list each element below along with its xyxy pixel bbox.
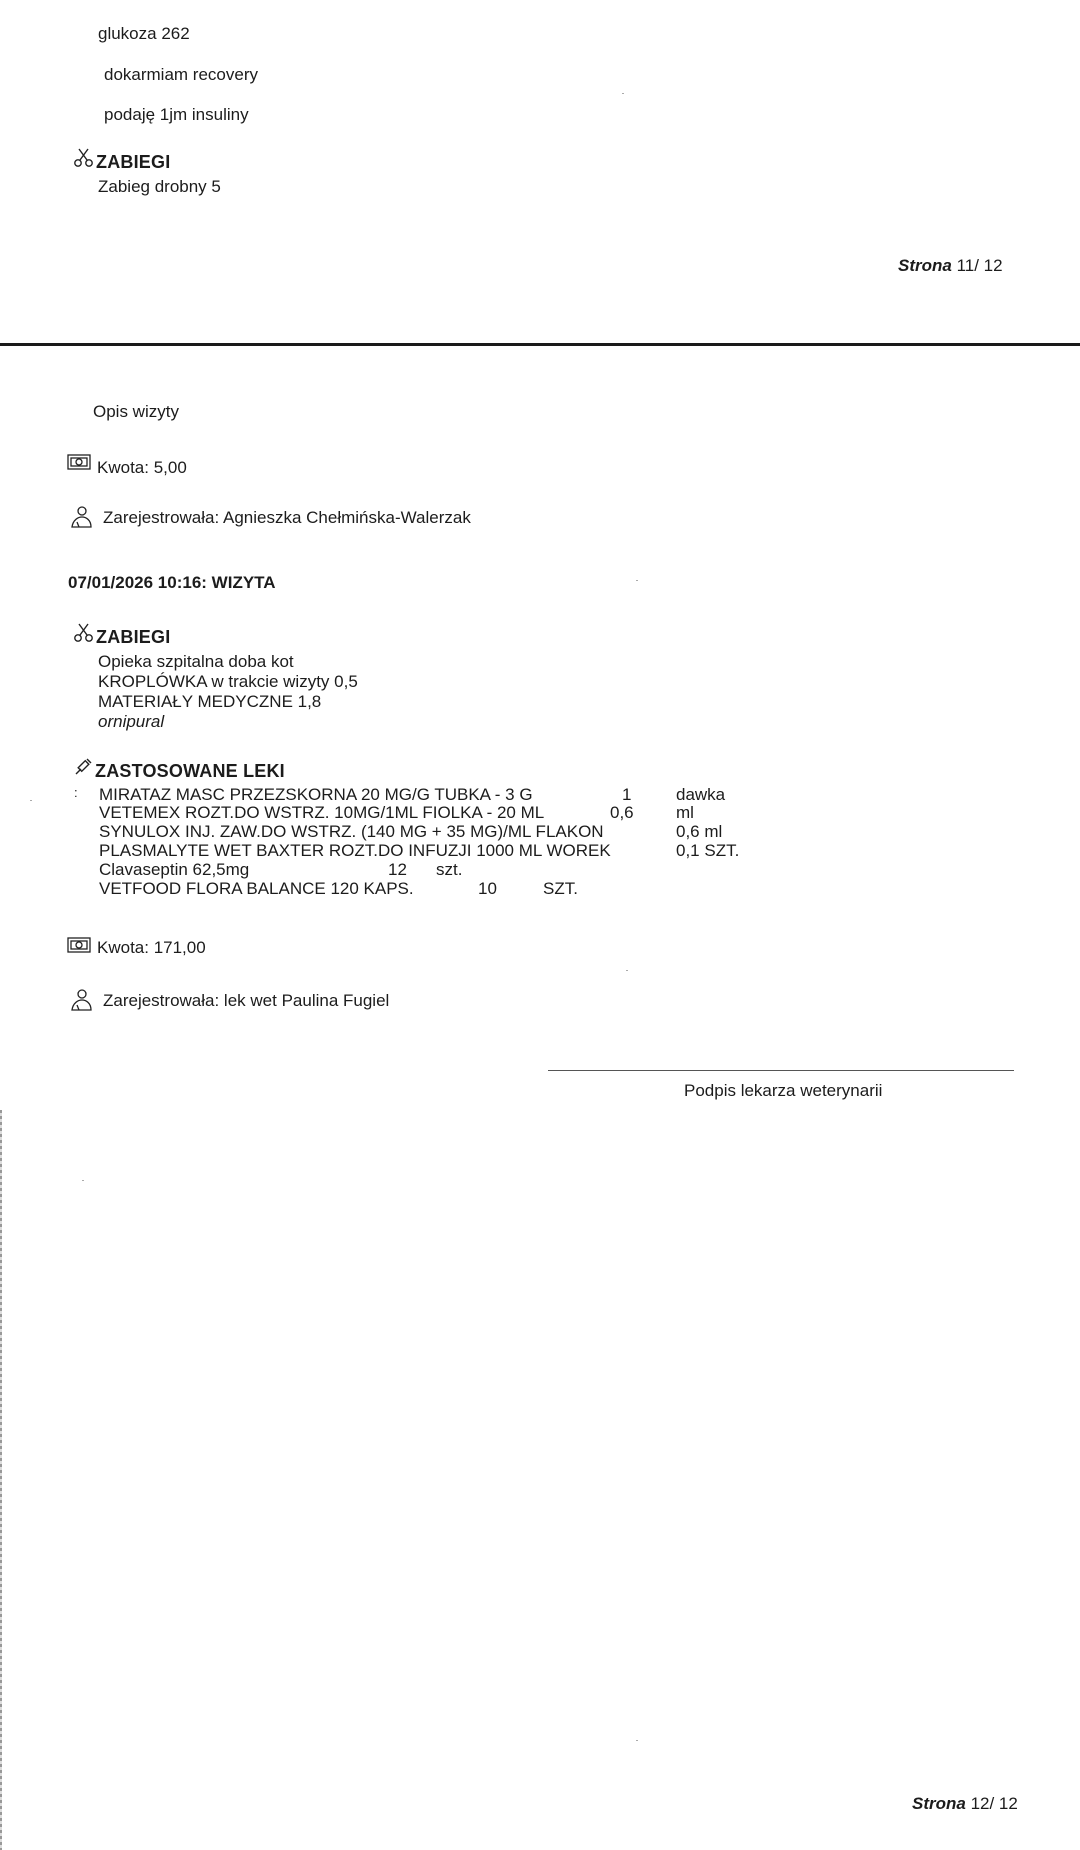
med-unit: dawka [676,785,726,804]
signature-label: Podpis lekarza weterynarii [684,1081,883,1100]
zabiegi-title-12: ZABIEGI [96,627,171,647]
med-name: MIRATAZ MASC PRZEZSKORNA 20 MG/G TUBKA - 3 G [99,785,533,804]
syringe-icon [73,757,93,782]
signature-line [548,1070,1014,1071]
scan-speck [626,970,628,971]
note-line-3: podaję 1jm insuliny [104,105,249,124]
scan-speck [636,580,638,581]
med-unit: SZT. [543,879,578,898]
scissors-icon [73,622,95,649]
page-label: Strona [912,1794,966,1813]
med-name: VETFOOD FLORA BALANCE 120 KAPS. [99,879,414,898]
kwota-1: Kwota: 5,00 [97,458,187,477]
med-unit: 0,6 ml [676,822,723,841]
scan-edge-artifact [0,1110,2,1850]
zabiegi-item-2: KROPLÓWKA w trakcie wizyty 0,5 [98,672,358,691]
zabiegi-item-3: MATERIAŁY MEDYCZNE 1,8 [98,692,322,711]
scissors-icon [73,147,95,174]
person-icon [69,505,93,534]
kwota-2: Kwota: 171,00 [97,938,206,957]
scan-speck [30,800,32,801]
med-name: VETEMEX ROZT.DO WSTRZ. 10MG/1ML FIOLKA - 20 ML [99,803,545,822]
med-unit: szt. [436,860,463,879]
scan-speck [636,1740,638,1741]
opis-wizyty: Opis wizyty [93,402,179,421]
zabiegi-note: ornipural [98,712,165,731]
list-marker: : [74,785,78,800]
scan-speck [82,1180,84,1181]
zabiegi-item-11: Zabieg drobny 5 [98,177,221,196]
note-line-2: dokarmiam recovery [104,65,258,84]
person-icon [69,988,93,1017]
zabiegi-item-1: Opieka szpitalna doba kot [98,652,294,671]
med-qty: 12 [388,860,407,879]
med-qty: 1 [622,785,632,804]
med-name: Clavaseptin 62,5mg [99,860,250,879]
money-icon [67,937,91,958]
visit-header: 07/01/2026 10:16: WIZYTA [68,573,276,592]
page-indicator-11 [898,256,1003,276]
zabiegi-title-11: ZABIEGI [96,152,171,172]
money-icon [67,454,91,475]
med-qty: 0,6 [610,803,634,822]
med-unit: ml [676,803,694,822]
page-number: 12/ 12 [970,1794,1018,1813]
med-qty: 10 [478,879,497,898]
scan-speck [622,93,624,94]
med-unit: 0,1 SZT. [676,841,740,860]
note-line-1: glukoza 262 [98,24,190,43]
med-name: PLASMALYTE WET BAXTER ROZT.DO INFUZJI 1000 ML WOREK [99,841,611,860]
zarejestrowala-1: Zarejestrowała: Agnieszka Chełmińska-Walerzak [103,508,471,527]
page-indicator-12 [912,1794,1018,1814]
leki-title: ZASTOSOWANE LEKI [95,761,285,781]
zarejestrowala-2: Zarejestrowała: lek wet Paulina Fugiel [103,991,390,1010]
page-label: Strona [898,256,952,275]
page-number: 11/ 12 [956,256,1003,275]
med-name: SYNULOX INJ. ZAW.DO WSTRZ. (140 MG + 35 MG)/ML FLAKON [99,822,604,841]
page-divider [0,343,1080,346]
